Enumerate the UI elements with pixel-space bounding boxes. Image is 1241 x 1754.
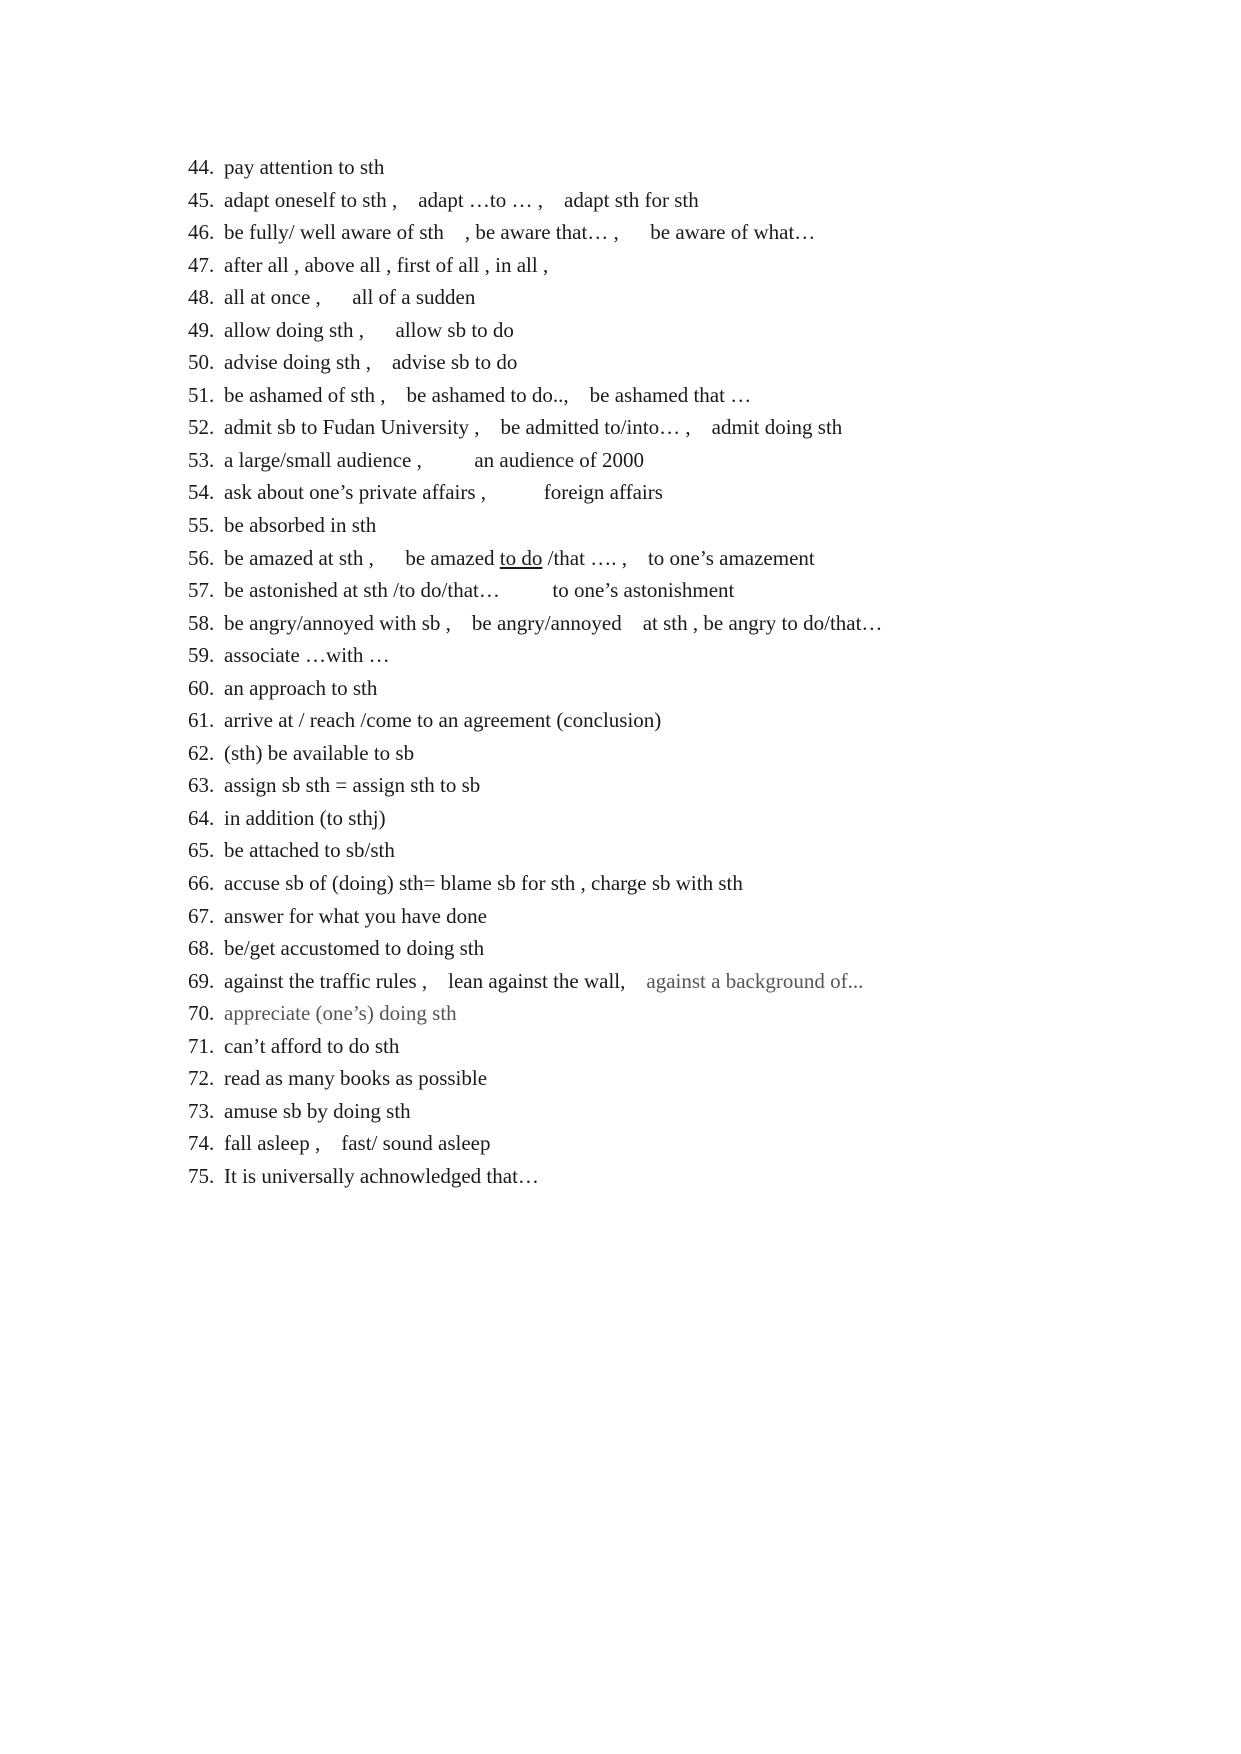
item-text: be angry/annoyed with sb , be angry/annoyed at sth , be angry to do/that… [224, 610, 883, 635]
item-number: 64. [188, 805, 215, 830]
list-item [188, 476, 882, 509]
item-number: 73. [188, 1098, 215, 1123]
item-text: advise doing sth , advise sb to do [224, 350, 518, 375]
list-item [188, 737, 882, 770]
item-text: admit sb to Fudan University , be admitted to/into… , admit doing sth [224, 415, 843, 440]
item-text: fall asleep , fast/ sound asleep [224, 1131, 491, 1156]
item-text: assign sb sth = assign sth to sb [224, 773, 481, 798]
item-text: allow doing sth , allow sb to do [224, 317, 514, 342]
item-text-part: against the traffic rules , lean against the wall, [224, 968, 647, 993]
item-text: adapt oneself to sth , adapt …to … , adapt sth for sth [224, 187, 699, 212]
list-item [188, 1095, 882, 1128]
list-item [188, 184, 882, 217]
item-number: 44. [188, 155, 215, 179]
item-number: 60. [188, 675, 215, 700]
item-number: 47. [188, 252, 215, 277]
item-number: 72. [188, 1066, 215, 1091]
item-number: 70. [188, 1001, 215, 1026]
item-number: 69. [188, 968, 215, 993]
list-item [188, 281, 882, 314]
list-item [188, 216, 882, 249]
item-number: 56. [188, 545, 215, 570]
item-text: appreciate (one’s) doing sth [224, 1001, 457, 1026]
item-text: read as many books as possible [224, 1066, 488, 1091]
item-number: 71. [188, 1033, 215, 1058]
list-item [188, 346, 882, 379]
item-text: in addition (to sthj) [224, 805, 386, 830]
item-number: 59. [188, 643, 215, 668]
list-item [188, 574, 882, 607]
item-number: 74. [188, 1131, 215, 1156]
item-number: 46. [188, 220, 215, 245]
item-text: be/get accustomed to doing sth [224, 936, 485, 961]
list-item [188, 802, 882, 835]
list-item [188, 411, 882, 444]
phrase-list [188, 151, 882, 1193]
item-number: 65. [188, 838, 215, 863]
item-number: 58. [188, 610, 215, 635]
grey-text: against a background of... [646, 968, 864, 993]
list-item [188, 1160, 882, 1193]
list-item [188, 932, 882, 965]
item-number: 53. [188, 447, 215, 472]
list-item [188, 867, 882, 900]
list-item [188, 834, 882, 867]
item-number: 75. [188, 1163, 215, 1188]
item-text: all at once , all of a sudden [224, 285, 476, 310]
item-text [224, 542, 815, 575]
list-item [188, 639, 882, 672]
item-text: be astonished at sth /to do/that… to one’s astonishment [224, 578, 735, 603]
item-text: a large/small audience , an audience of 2000 [224, 447, 645, 472]
item-text: arrive at / reach /come to an agreement (conclusion) [224, 708, 662, 733]
list-item [188, 542, 882, 575]
list-item [188, 769, 882, 802]
underlined-text: to do [499, 545, 543, 570]
list-item [188, 314, 882, 347]
item-number: 55. [188, 513, 215, 538]
item-text: be ashamed of sth , be ashamed to do.., be ashamed that … [224, 382, 752, 407]
list-item [188, 1127, 882, 1160]
list-item [188, 379, 882, 412]
item-text: be attached to sb/sth [224, 838, 395, 863]
item-text: answer for what you have done [224, 903, 487, 928]
item-text [224, 965, 863, 998]
list-item [188, 1030, 882, 1063]
item-text-part: /that …. , to one’s amazement [542, 545, 815, 570]
list-item [188, 965, 882, 998]
item-text: an approach to sth [224, 675, 378, 700]
item-number: 57. [188, 578, 215, 603]
item-number: 48. [188, 285, 215, 310]
item-number: 45. [188, 187, 215, 212]
list-item [188, 900, 882, 933]
list-item [188, 249, 882, 282]
item-number: 54. [188, 480, 215, 505]
item-number: 62. [188, 740, 215, 765]
item-number: 61. [188, 708, 215, 733]
list-item [188, 672, 882, 705]
item-number: 67. [188, 903, 215, 928]
item-text: It is universally achnowledged that… [224, 1163, 539, 1188]
item-text: pay attention to sth [224, 155, 385, 179]
item-text: amuse sb by doing sth [224, 1098, 411, 1123]
list-item [188, 607, 882, 640]
item-number: 66. [188, 871, 215, 896]
list-item [188, 151, 882, 184]
item-number: 68. [188, 936, 215, 961]
list-item [188, 444, 882, 477]
item-number: 63. [188, 773, 215, 798]
item-text: be fully/ well aware of sth , be aware that… , be aware of what… [224, 220, 816, 245]
item-text: (sth) be available to sb [224, 740, 415, 765]
list-item [188, 509, 882, 542]
item-text: after all , above all , first of all , in all , [224, 252, 549, 277]
item-text: ask about one’s private affairs , foreign affairs [224, 480, 663, 505]
list-item [188, 704, 882, 737]
item-text: associate …with … [224, 643, 390, 668]
item-number: 51. [188, 382, 215, 407]
item-text: can’t afford to do sth [224, 1033, 400, 1058]
list-item [188, 1062, 882, 1095]
item-text: accuse sb of (doing) sth= blame sb for sth , charge sb with sth [224, 871, 743, 896]
item-text-part: be amazed at sth , be amazed [224, 545, 500, 570]
item-number: 50. [188, 350, 215, 375]
item-number: 49. [188, 317, 215, 342]
item-text: be absorbed in sth [224, 513, 377, 538]
item-number: 52. [188, 415, 215, 440]
list-item [188, 997, 882, 1030]
